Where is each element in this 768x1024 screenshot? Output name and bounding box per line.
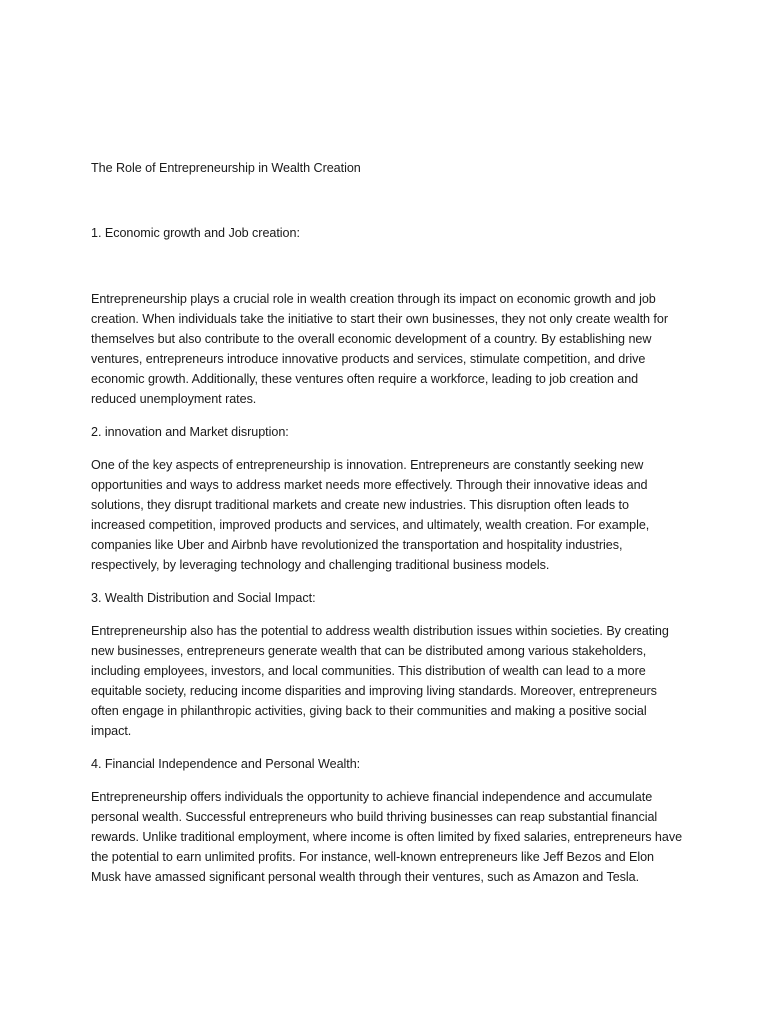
section-paragraph: Entrepreneurship plays a crucial role in wealth creation through its impact on economic growth and job creation. When individuals take the initiative to start their own businesses, they not only create wealth for themselves but also contribute to the overall economic development of a country. By establishing new ventures, entrepreneurs introduce innovative products and services, stimulate competition, and drive economic growth. Additionally, these ventures often require a workforce, leading to job creation and reduced unemployment rates.: [91, 292, 668, 406]
section-heading: 1. Economic growth and Job creation:: [91, 226, 300, 240]
section-paragraph: Entrepreneurship offers individuals the opportunity to achieve financial independence and accumulate personal wealth. Successful entrepreneurs who build thriving businesses can reap substantial financial rewards. Unlike traditional employment, where income is often limited by fixed salaries, entrepreneurs have the potential to earn unlimited profits. For instance, well-known entrepreneurs like Jeff Bezos and Elon Musk have amassed significant personal wealth through their ventures, such as Amazon and Tesla.: [91, 790, 683, 884]
document-title: The Role of Entrepreneurship in Wealth Creation: [91, 161, 361, 175]
section-heading: 2. innovation and Market disruption:: [91, 425, 289, 439]
section-paragraph: One of the key aspects of entrepreneurship is innovation. Entrepreneurs are constantly seeking new opportunities and ways to address market needs more effectively. Through their innovative ideas and solutions, they disrupt traditional markets and create new industries. This disruption often leads to increased competition, improved products and services, and ultimately, wealth creation. For example, companies like Uber and Airbnb have revolutionized the transportation and hospitality industries, respectively, by leveraging technology and challenging traditional business models.: [91, 458, 650, 572]
section-heading: 4. Financial Independence and Personal Wealth:: [91, 757, 361, 771]
section-heading: 3. Wealth Distribution and Social Impact:: [91, 591, 316, 605]
section-paragraph: Entrepreneurship also has the potential to address wealth distribution issues within societies. By creating new businesses, entrepreneurs generate wealth that can be distributed among various stakeholders, including employees, investors, and local communities. This distribution of wealth can lead to a more equitable society, reducing income disparities and improving living standards. Moreover, entrepreneurs often engage in philanthropic activities, giving back to their communities and making a positive social impact.: [91, 624, 669, 738]
